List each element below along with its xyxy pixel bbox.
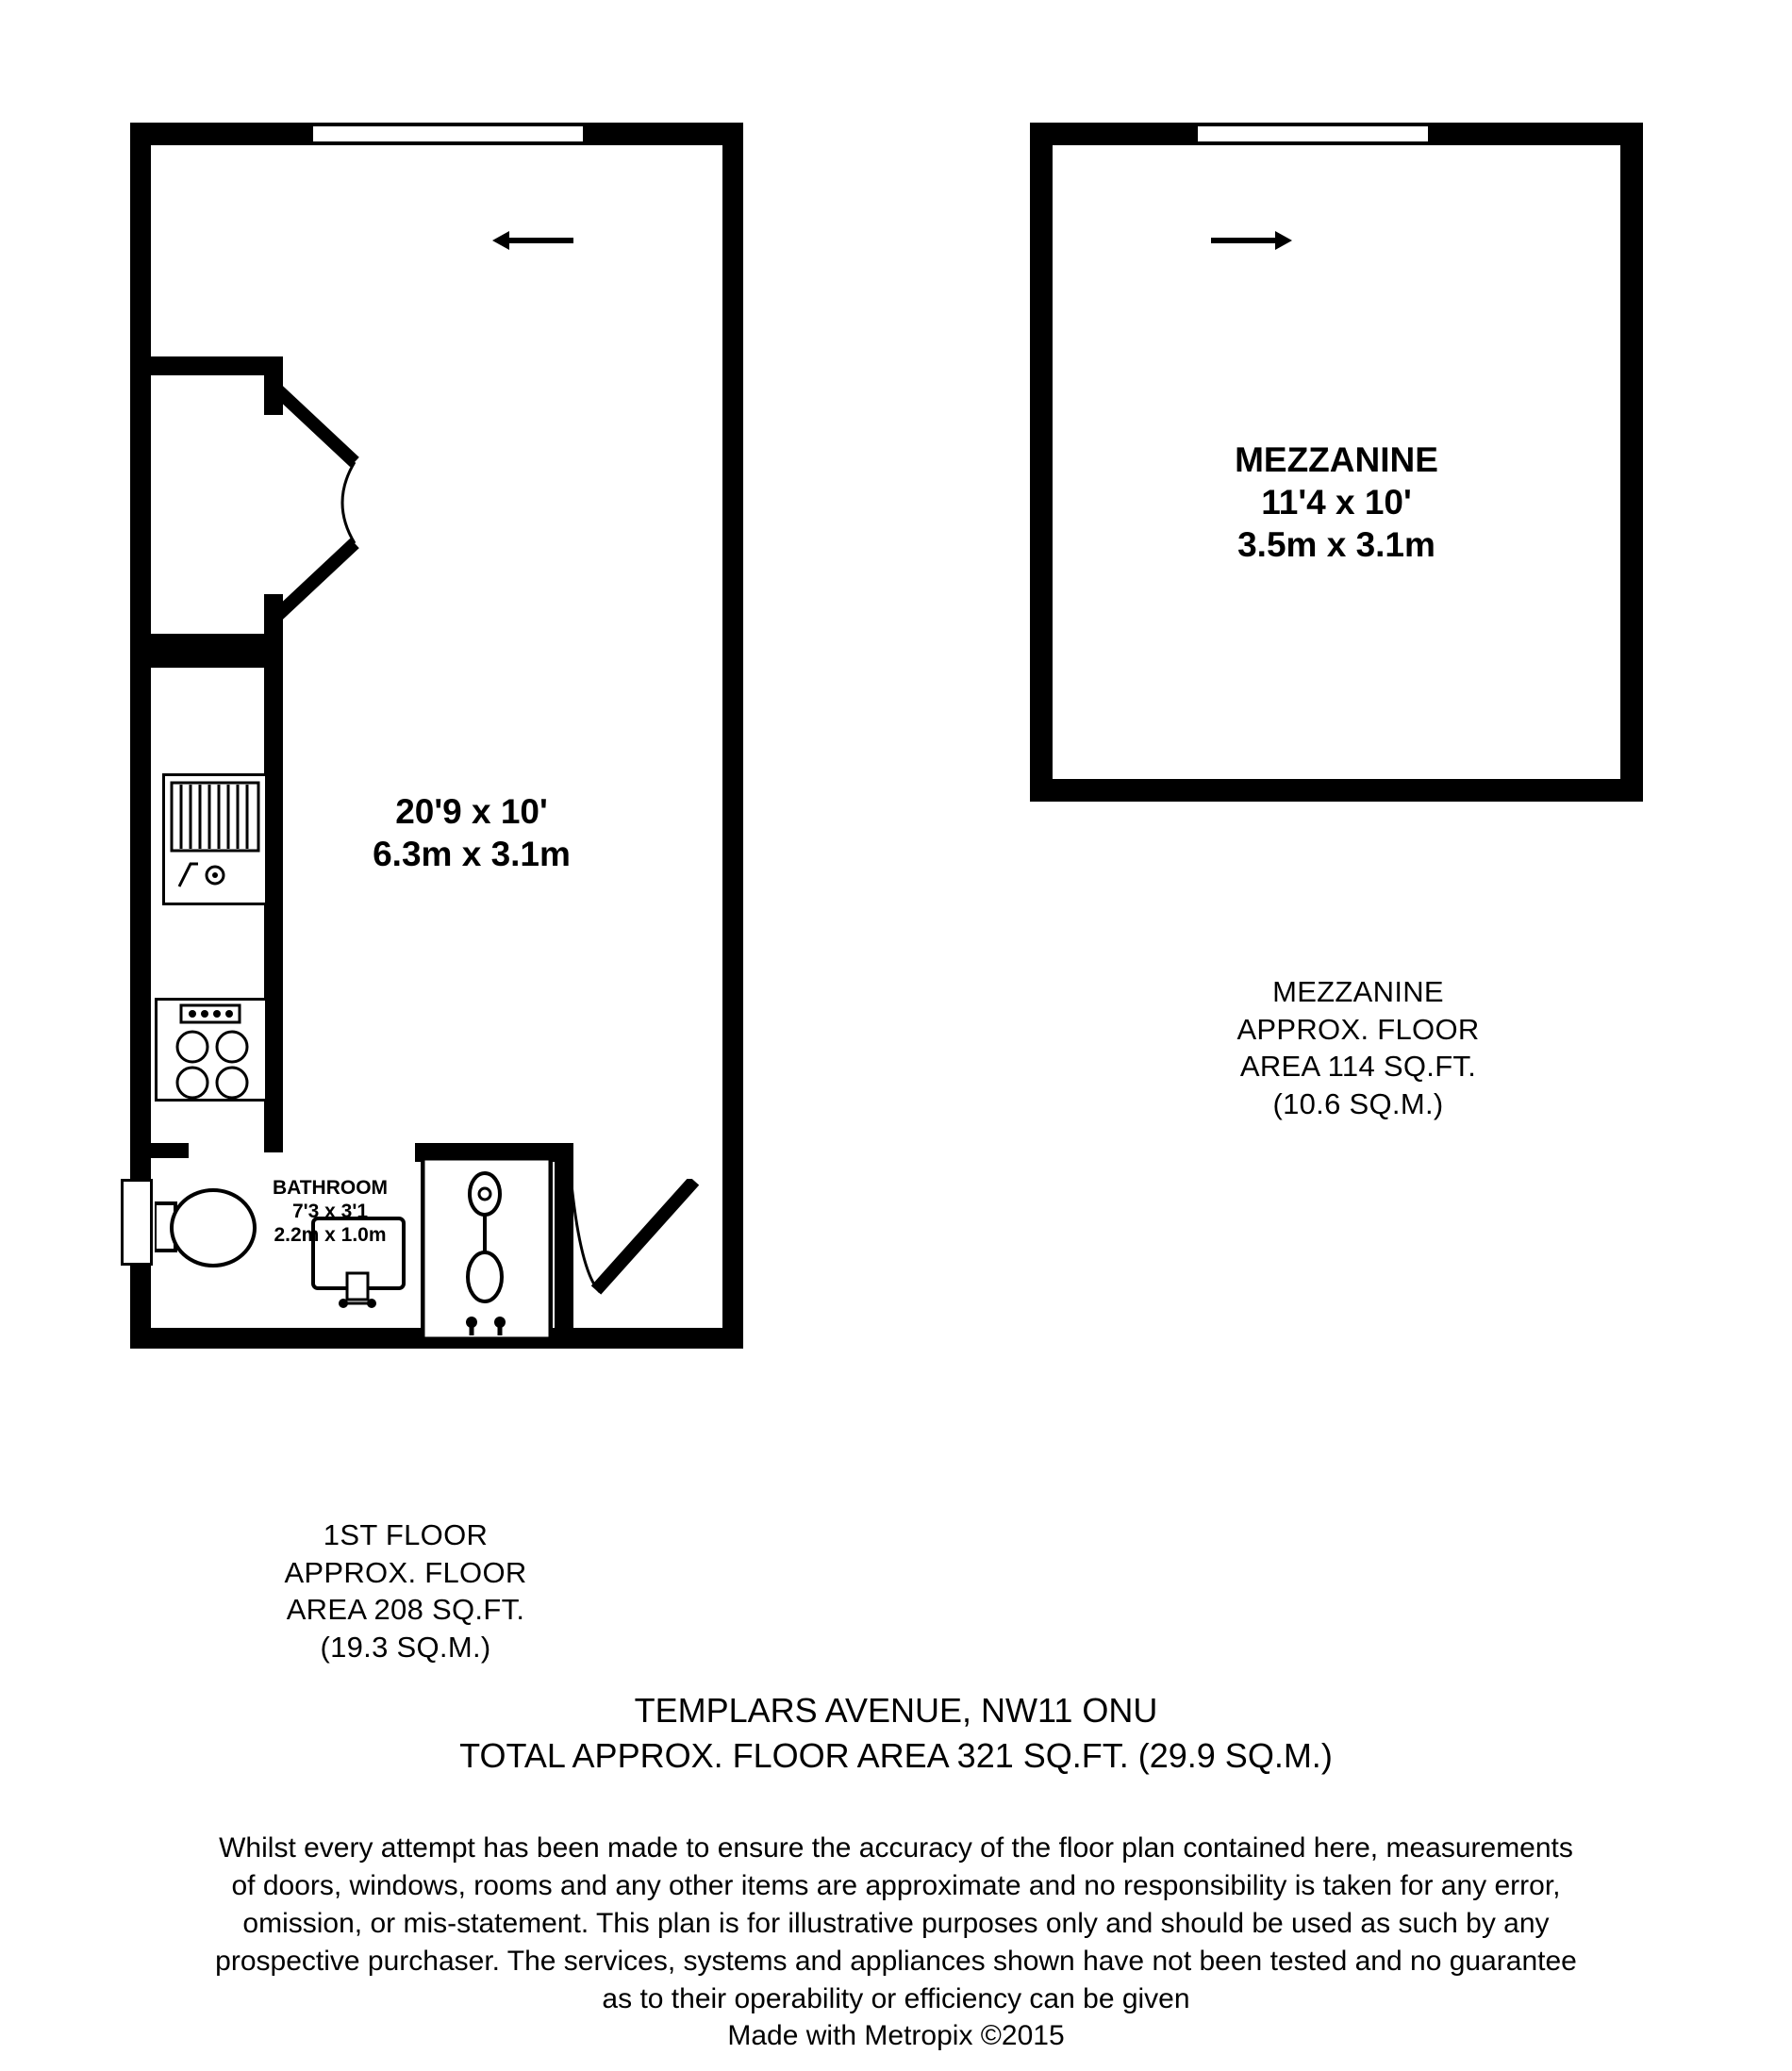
window-left xyxy=(121,1179,153,1266)
mezzanine-title: MEZZANINE xyxy=(1235,440,1438,479)
metropix-credit: Made with Metropix ©2015 xyxy=(727,2020,1065,2051)
footer-summary xyxy=(0,1688,1792,1778)
window-top xyxy=(311,124,585,143)
main-room-imperial: 20'9 x 10' xyxy=(395,792,548,831)
mezzanine-dimensions xyxy=(1091,439,1582,566)
disclaimer-line-4: prospective purchaser. The services, systems and appliances shown have not been tested and no guarantee xyxy=(215,1945,1577,1977)
kitchen-sink xyxy=(162,773,268,905)
mezzanine-area-line3: AREA 114 SQ.FT. xyxy=(1239,1050,1477,1084)
mezzanine-metric: 3.5m x 3.1m xyxy=(1237,525,1435,565)
mezzanine-area-block xyxy=(1113,973,1603,1123)
double-door xyxy=(264,375,377,630)
mezzanine-area-line4: (10.6 SQ.M.) xyxy=(1272,1087,1444,1121)
bathroom-wall-left-stub xyxy=(151,1143,189,1158)
shower-cubicle xyxy=(421,1156,553,1341)
main-room-dimensions xyxy=(311,790,632,875)
alcove-wall-top xyxy=(151,356,283,375)
mezzanine-imperial: 11'4 x 10' xyxy=(1261,483,1412,522)
mezzanine-plan xyxy=(962,0,1792,943)
kitchen-hob xyxy=(155,998,268,1102)
alcove-wall-bottom xyxy=(151,634,283,653)
disclaimer-line-3: omission, or mis-statement. This plan is for illustrative purposes only and should be used as such by any xyxy=(242,1907,1550,1939)
mezz-wall-left xyxy=(1030,123,1053,802)
arrow-right-icon xyxy=(1209,226,1294,255)
total-floor-area: TOTAL APPROX. FLOOR AREA 321 SQ.FT. (29.9 SQ.M.) xyxy=(459,1735,1333,1775)
arrow-left-icon xyxy=(490,226,575,255)
main-room-metric: 6.3m x 3.1m xyxy=(373,835,571,874)
disclaimer-line-5: as to their operability or efficiency can be given xyxy=(602,1982,1190,2014)
kitchen-partition-wall-top xyxy=(151,653,283,668)
bathroom-metric: 2.2m x 1.0m xyxy=(274,1223,387,1246)
bathroom-imperial: 7'3 x 3'1 xyxy=(291,1200,369,1222)
bathroom-name: BATHROOM xyxy=(272,1177,389,1199)
toilet-fixture xyxy=(155,1177,258,1281)
first-floor-area-line3: AREA 208 SQ.FT. xyxy=(286,1593,525,1627)
mezz-wall-right xyxy=(1620,123,1643,802)
mezz-window-top xyxy=(1196,124,1430,143)
wall-right xyxy=(722,123,743,1349)
first-floor-area-line1: 1ST FLOOR xyxy=(323,1518,489,1551)
mezzanine-area-line2: APPROX. FLOOR xyxy=(1236,1012,1480,1046)
mezzanine-area-line1: MEZZANINE xyxy=(1272,975,1444,1008)
first-floor-area-line2: APPROX. FLOOR xyxy=(284,1555,527,1589)
first-floor-area-line4: (19.3 SQ.M.) xyxy=(320,1631,491,1665)
bathroom-dimensions xyxy=(245,1177,415,1247)
disclaimer-line-2: of doors, windows, rooms and any other items are approximate and no responsibility is taken for any error, xyxy=(231,1869,1561,1901)
first-floor-area-block xyxy=(179,1516,632,1666)
disclaimer-line-1: Whilst every attempt has been made to ensure the accuracy of the floor plan contained here, measurements xyxy=(219,1832,1573,1864)
wall-left xyxy=(130,123,151,1349)
first-floor-plan xyxy=(0,0,849,1415)
disclaimer-text xyxy=(47,1830,1745,2017)
property-address: TEMPLARS AVENUE, NW11 ONU xyxy=(634,1691,1158,1730)
mezz-wall-bottom xyxy=(1030,779,1643,802)
bathroom-door xyxy=(562,1179,732,1344)
